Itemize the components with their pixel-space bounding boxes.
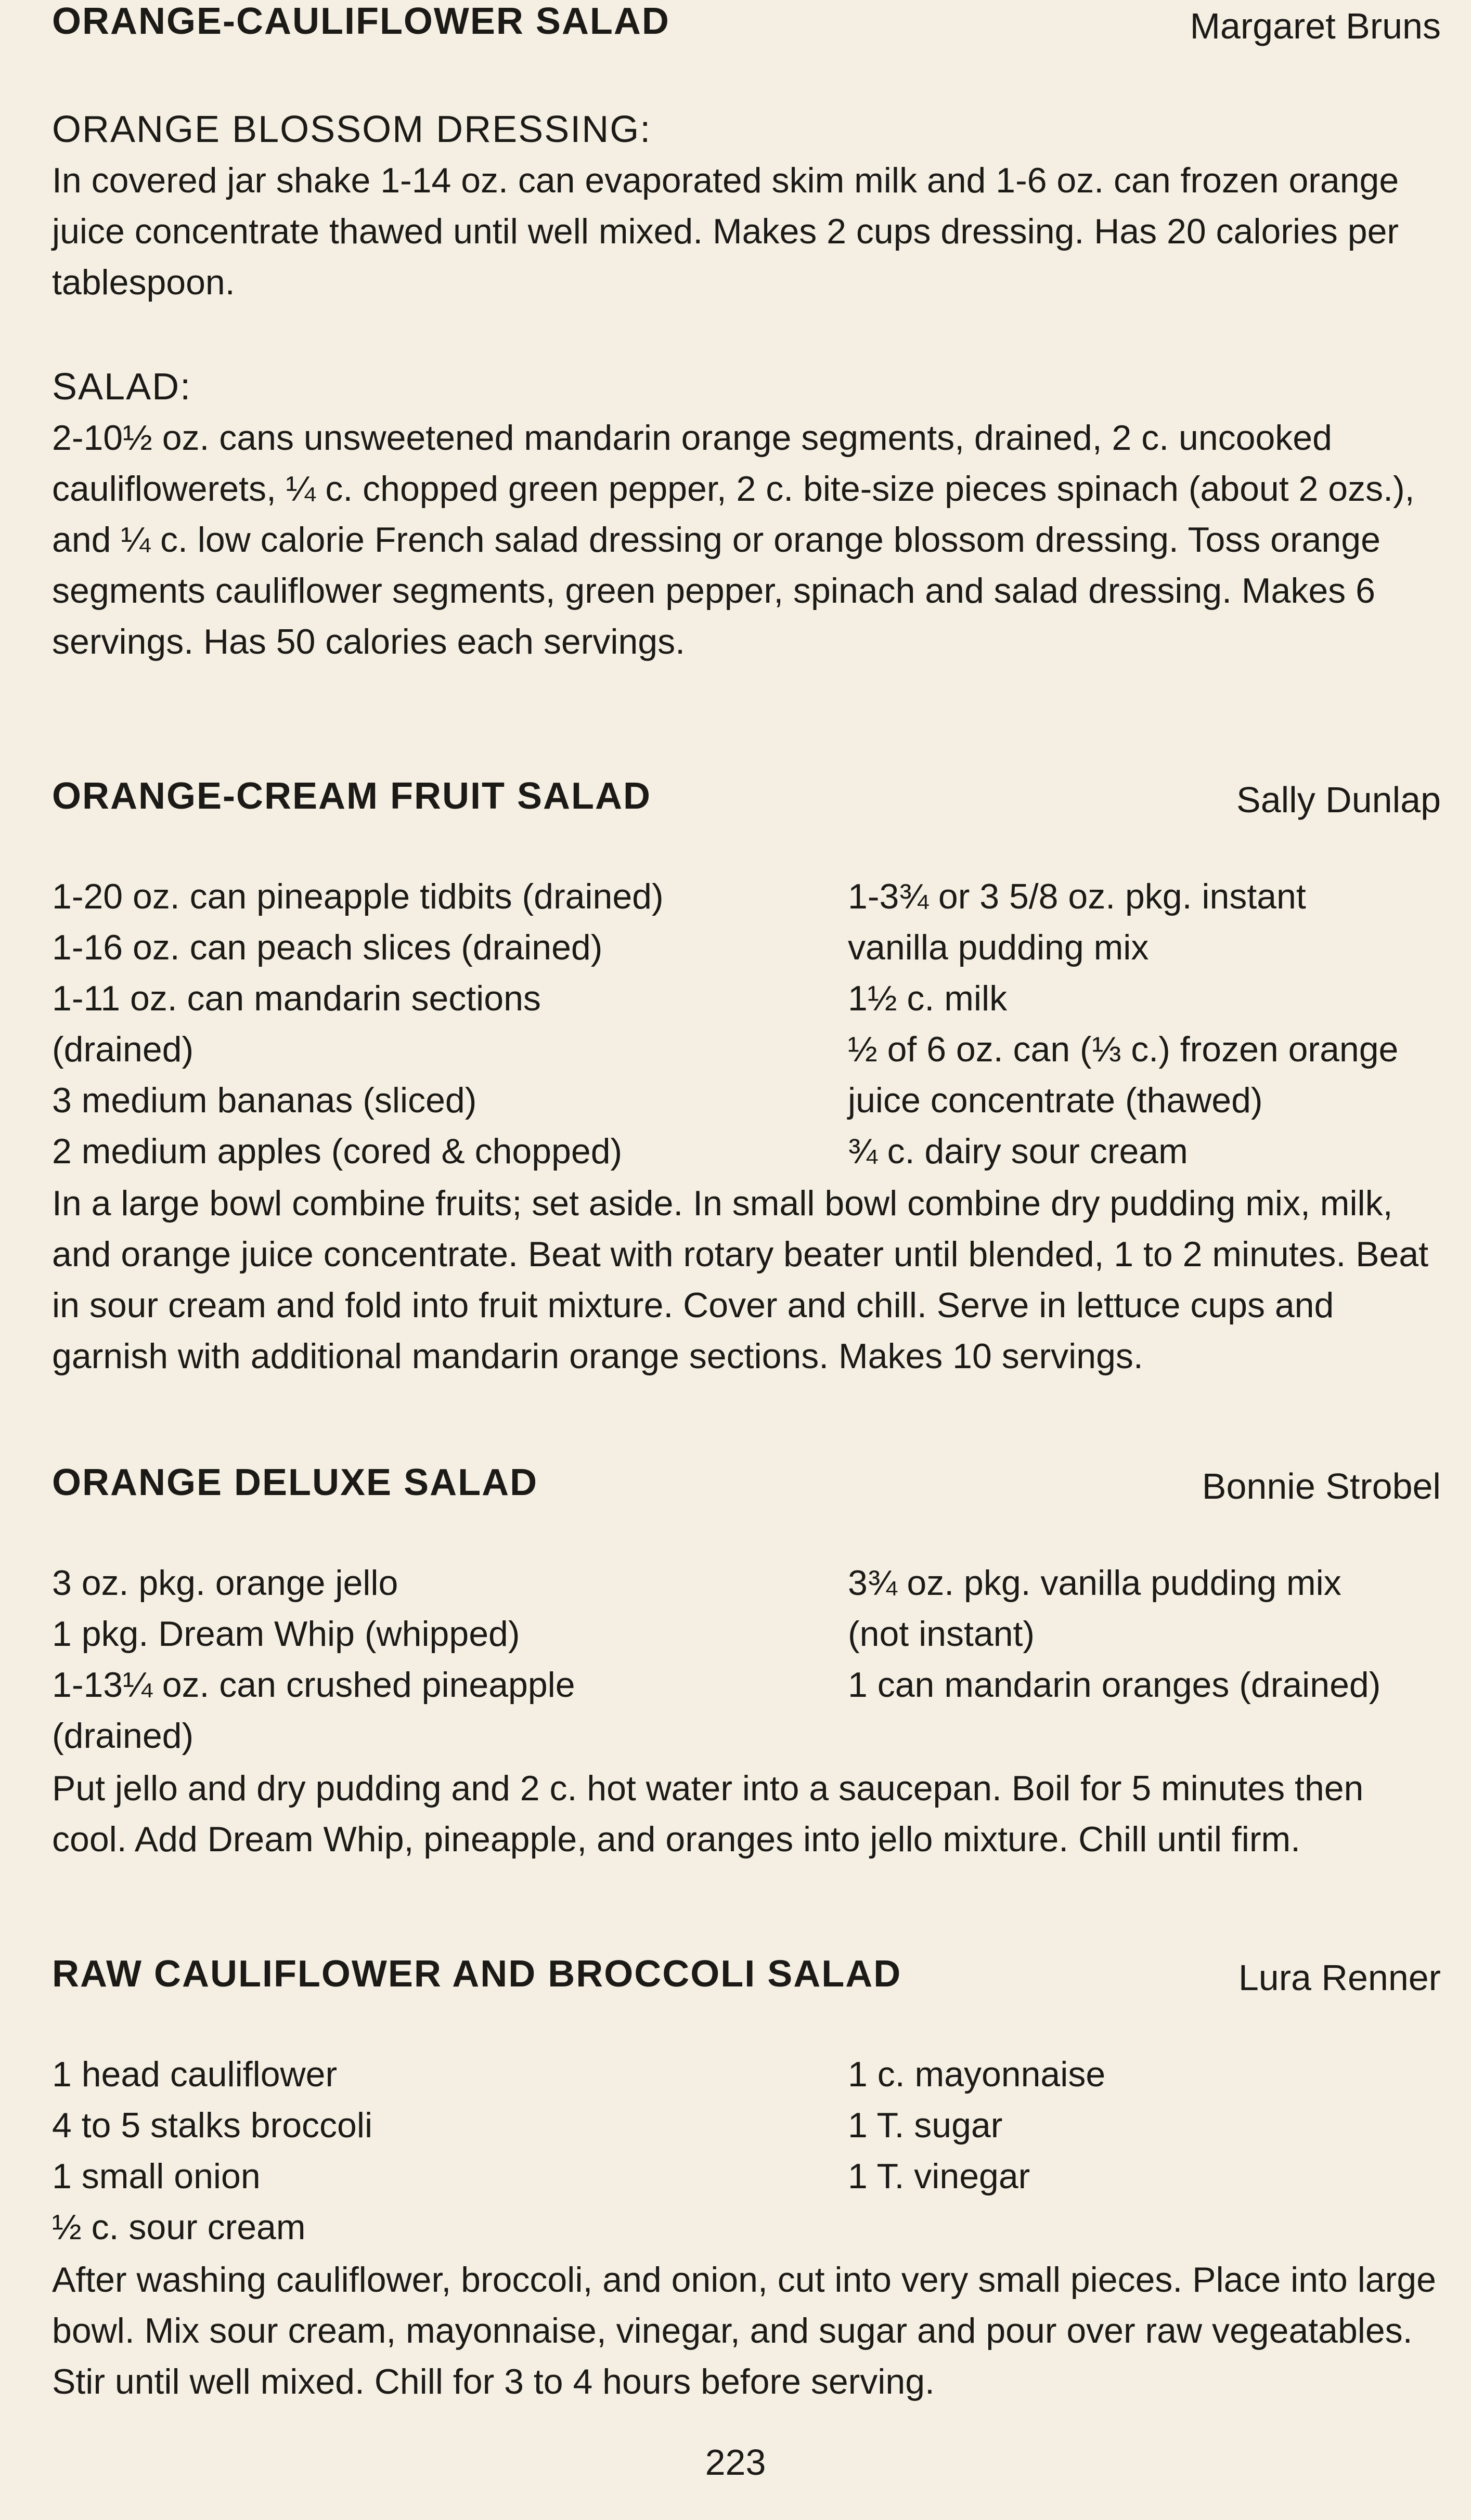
page-number: 223 <box>705 2442 766 2483</box>
ingredient-line: 1-11 oz. can mandarin sections <box>52 979 541 1018</box>
ingredient-line: ¾ c. dairy sour cream <box>848 1132 1188 1171</box>
dressing-text: In covered jar shake 1-14 oz. can evaporated skim milk and 1-6 oz. can frozen orange juice concentrate thawed until well mixed. Makes 2 cups dressing. Has 20 calories per tablespoon. <box>52 161 1399 302</box>
ingredient-line: 4 to 5 stalks broccoli <box>52 2106 373 2145</box>
recipe-directions: After washing cauliflower, broccoli, and onion, cut into very small pieces. Place into large bowl. Mix sour cream, mayonnaise, vinegar, and sugar and pour over raw vegeatables. Stir until well mixed. Chill for 3 to 4 hours before serving. <box>52 2260 1436 2401</box>
ingredient-line: ½ of 6 oz. can (⅓ c.) frozen orange <box>848 1030 1399 1069</box>
recipe-author: Bonnie Strobel <box>1202 1466 1441 1506</box>
ingredient-line: 3¾ oz. pkg. vanilla pudding mix <box>848 1563 1341 1603</box>
ingredient-line: 3 oz. pkg. orange jello <box>52 1563 398 1603</box>
recipe-author: Margaret Bruns <box>1190 6 1441 46</box>
ingredient-line: juice concentrate (thawed) <box>848 1081 1263 1120</box>
ingredient-line: 2 medium apples (cored & chopped) <box>52 1132 623 1171</box>
ingredients-right <box>848 2049 1441 2202</box>
recipe-directions: Put jello and dry pudding and 2 c. hot water into a saucepan. Boil for 5 minutes then cool. Add Dream Whip, pineapple, and oranges into jello mixture. Chill until firm. <box>52 1769 1364 1859</box>
recipe-directions: In a large bowl combine fruits; set aside. In small bowl combine dry pudding mix, milk, and orange juice concentrate. Beat with rotary beater until blended, 1 to 2 minutes. Beat in sour cream and fold into fruit mixture. Cover and chill. Serve in lettuce cups and garnish with additional mandarin orange sections. Makes 10 servings. <box>52 1184 1429 1376</box>
recipe-title: ORANGE-CREAM FRUIT SALAD <box>52 775 651 817</box>
ingredient-line: 1 can mandarin oranges (drained) <box>848 1665 1381 1705</box>
ingredient-line: 1½ c. milk <box>848 979 1008 1018</box>
ingredient-line: vanilla pudding mix <box>848 928 1149 967</box>
ingredient-line: 1 T. sugar <box>848 2106 1003 2145</box>
recipe-raw-cauliflower-broccoli-salad <box>52 1953 1441 2421</box>
ingredient-line: ½ c. sour cream <box>52 2207 306 2247</box>
recipe-orange-cauliflower-salad <box>52 0 1441 676</box>
ingredients-left <box>52 1557 832 1761</box>
dressing-label: ORANGE BLOSSOM DRESSING: <box>52 109 652 150</box>
ingredient-line: 1-20 oz. can pineapple tidbits (drained) <box>52 877 664 916</box>
ingredient-line: 1 c. mayonnaise <box>848 2055 1106 2094</box>
ingredients <box>52 871 1441 1183</box>
ingredients-left <box>52 2049 832 2253</box>
ingredient-line: 1-3¾ or 3 5/8 oz. pkg. instant <box>848 877 1306 916</box>
ingredient-line: 1-16 oz. can peach slices (drained) <box>52 928 603 967</box>
ingredient-line: (drained) <box>52 1030 194 1069</box>
ingredient-line: 1 T. vinegar <box>848 2157 1030 2196</box>
ingredient-line: (drained) <box>52 1716 194 1756</box>
recipe-orange-cream-fruit-salad <box>52 775 1441 1451</box>
ingredient-line: 3 medium bananas (sliced) <box>52 1081 477 1120</box>
ingredients-right <box>848 1557 1441 1710</box>
ingredient-line: 1 head cauliflower <box>52 2055 338 2094</box>
ingredients-left <box>52 871 832 1177</box>
ingredient-line: 1-13¼ oz. can crushed pineapple <box>52 1665 575 1705</box>
ingredient-line: (not instant) <box>848 1614 1035 1654</box>
ingredients-right <box>848 871 1441 1177</box>
recipe-author: Sally Dunlap <box>1236 780 1441 820</box>
salad-text: 2-10½ oz. cans unsweetened mandarin orange segments, drained, 2 c. uncooked cauliflowerets, ¼ c. chopped green pepper, 2 c. bite-size pieces spinach (about 2 ozs.), and ¼ c. low calorie French salad dressing or orange blossom dressing. Toss orange segments cauliflower segments, green pepper, spinach and salad dressing. Makes 6 servings. Has 50 calories each servings. <box>52 418 1415 661</box>
ingredient-line: 1 small onion <box>52 2157 261 2196</box>
recipe-author: Lura Renner <box>1238 1957 1441 1998</box>
ingredients <box>52 1557 1441 1765</box>
ingredient-line: 1 pkg. Dream Whip (whipped) <box>52 1614 520 1654</box>
recipe-title: ORANGE DELUXE SALAD <box>52 1462 538 1503</box>
recipe-orange-deluxe-salad <box>52 1461 1441 1919</box>
recipe-title: ORANGE-CAULIFLOWER SALAD <box>52 1 670 42</box>
recipe-title: RAW CAULIFLOWER AND BROCCOLI SALAD <box>52 1953 902 1995</box>
ingredients <box>52 2049 1441 2257</box>
salad-label: SALAD: <box>52 366 192 408</box>
